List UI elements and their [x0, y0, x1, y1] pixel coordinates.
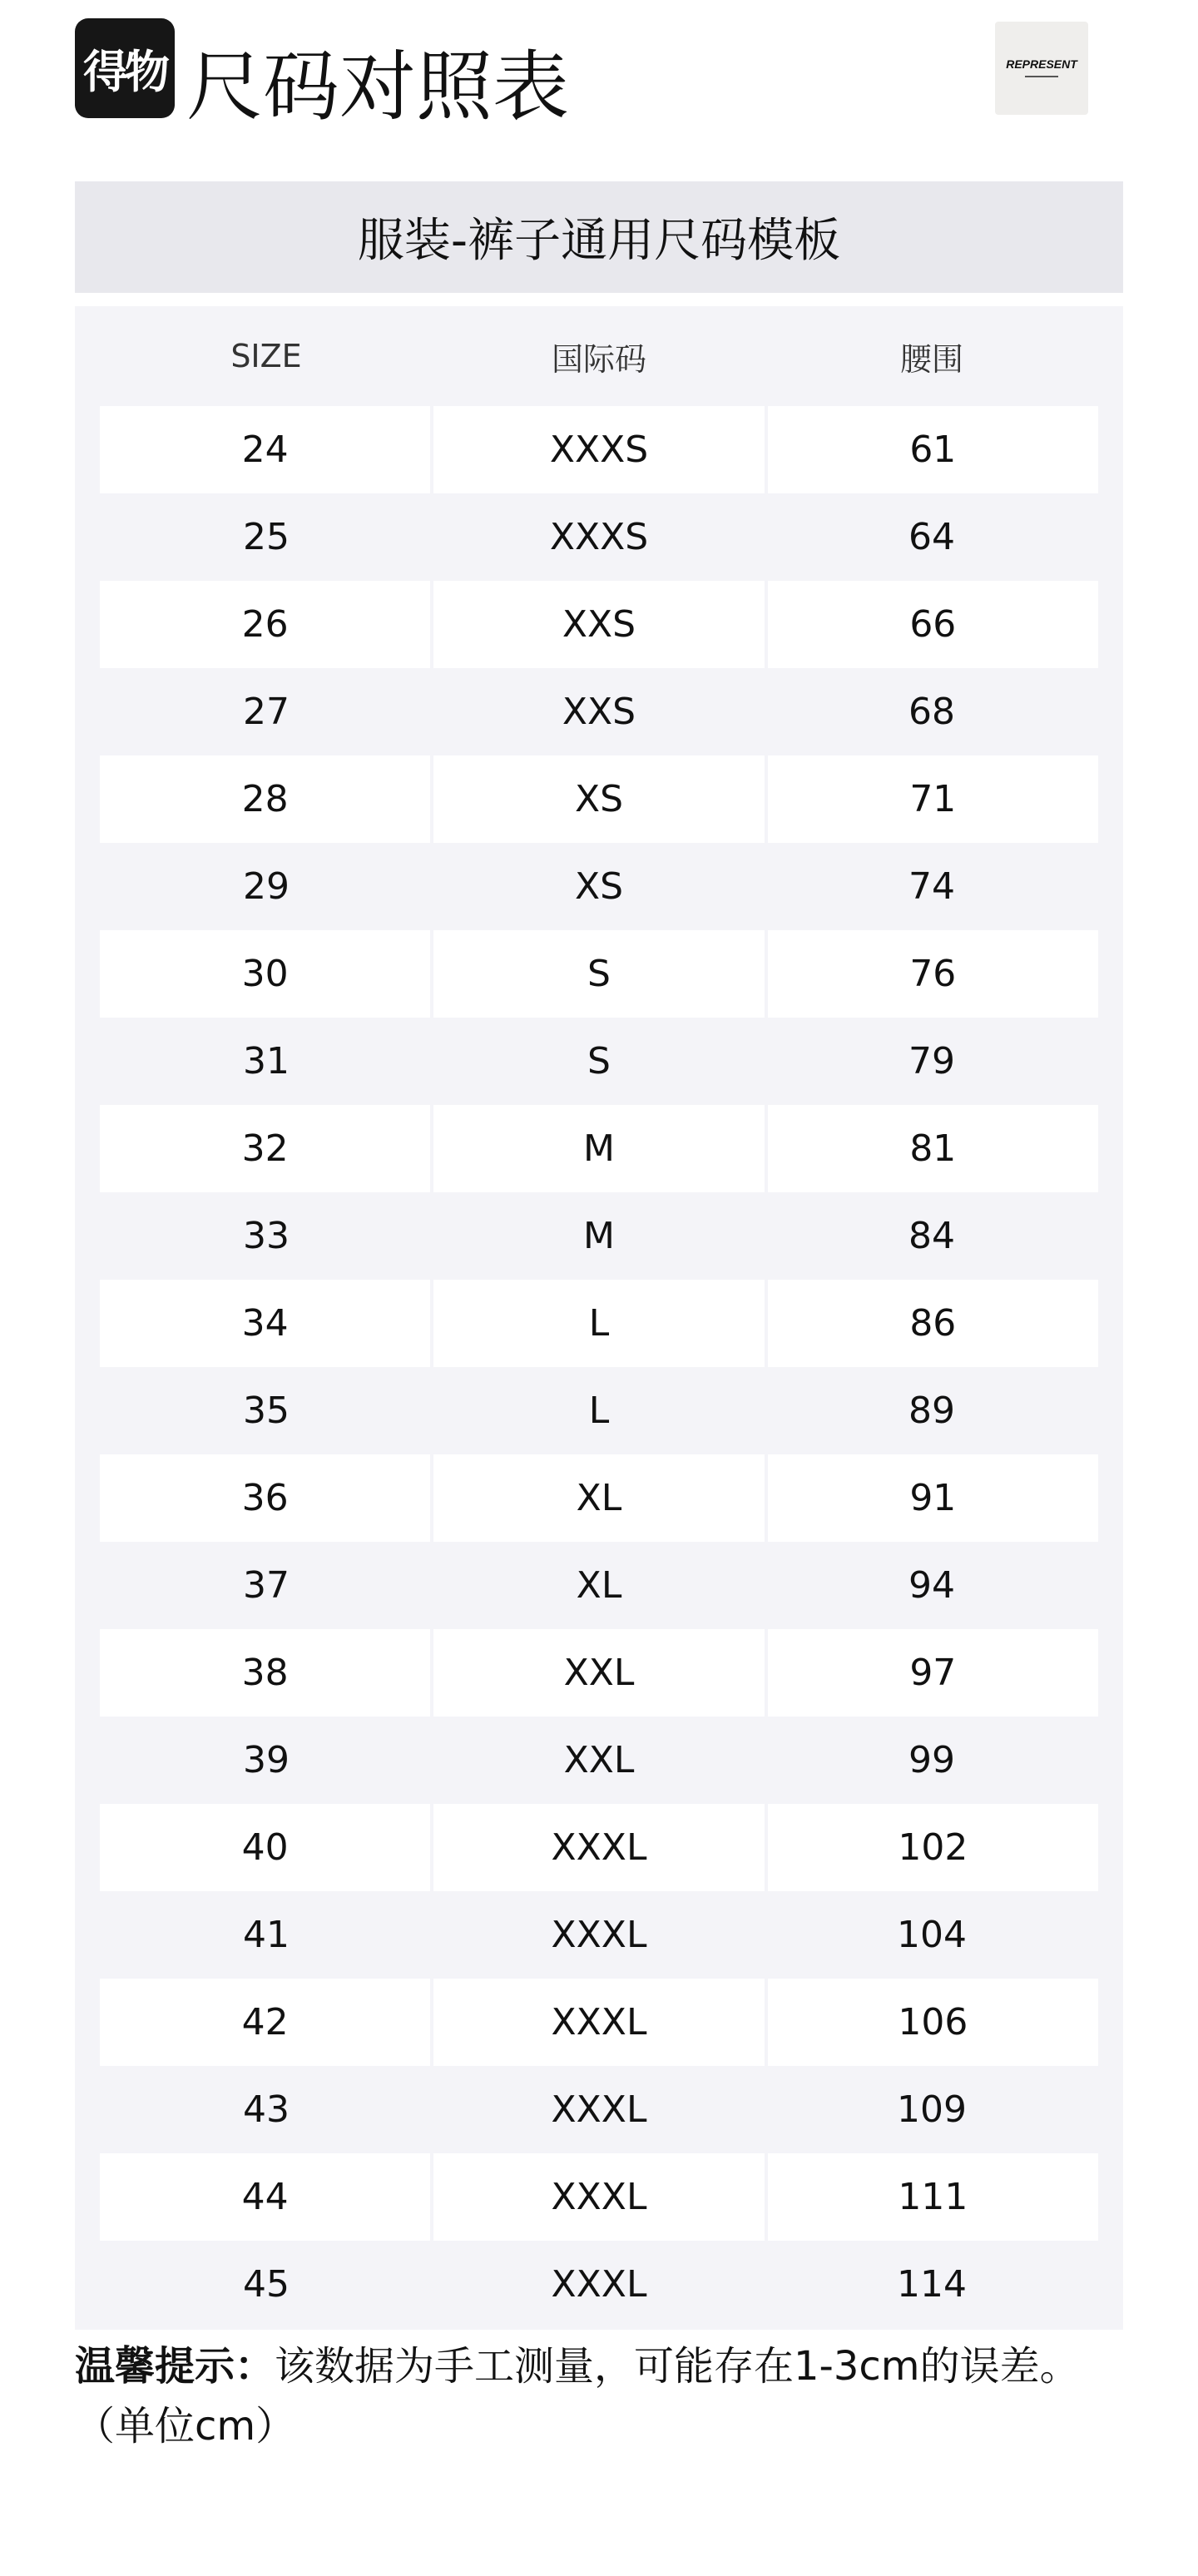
- table-row: [100, 581, 1098, 668]
- table-row: [100, 1105, 1098, 1192]
- cell-waist: 91: [765, 1454, 1098, 1542]
- cell-waist: 76: [765, 930, 1098, 1018]
- table-row: [100, 493, 1098, 581]
- table-row: [100, 843, 1098, 930]
- cell-size: 24: [100, 406, 430, 493]
- table-row: [100, 1018, 1098, 1105]
- header: [0, 0, 1198, 166]
- cell-international-size: M: [583, 1215, 615, 1257]
- cell-size: 37: [243, 1564, 290, 1607]
- cell-waist: 111: [765, 2153, 1098, 2241]
- cell-international-size: L: [430, 1280, 764, 1367]
- cell-international-size: XXXL: [551, 2088, 647, 2131]
- template-title: 服装-裤子通用尺码模板: [75, 181, 1123, 293]
- table-row: [100, 1542, 1098, 1629]
- cell-size: 32: [100, 1105, 430, 1192]
- table-row: [100, 406, 1098, 493]
- cell-waist: 97: [765, 1629, 1098, 1717]
- cell-size: 45: [243, 2263, 290, 2306]
- notice-label: 温馨提示：: [75, 2343, 275, 2390]
- brand-logo: [995, 22, 1088, 115]
- cell-international-size: XXXL: [430, 1979, 764, 2066]
- table-row: [100, 2153, 1098, 2241]
- table-row: [100, 1454, 1098, 1542]
- cell-waist: 81: [765, 1105, 1098, 1192]
- cell-international-size: XL: [576, 1564, 622, 1607]
- cell-international-size: M: [430, 1105, 764, 1192]
- cell-waist: 71: [765, 755, 1098, 843]
- cell-waist: 84: [908, 1215, 955, 1257]
- cell-size: 41: [243, 1914, 290, 1956]
- column-header-waist: 腰围: [899, 340, 963, 378]
- column-header-international-size: 国际码: [551, 340, 646, 378]
- cell-waist: 99: [908, 1739, 955, 1781]
- cell-size: 25: [243, 516, 290, 558]
- cell-international-size: XL: [430, 1454, 764, 1542]
- cell-waist: 109: [897, 2088, 967, 2131]
- cell-waist: 104: [897, 1914, 967, 1956]
- cell-waist: 61: [765, 406, 1098, 493]
- notice: [75, 2336, 1156, 2396]
- column-header-size: SIZE: [230, 338, 302, 374]
- cell-international-size: L: [588, 1390, 610, 1432]
- cell-international-size: XXXL: [551, 1914, 647, 1956]
- cell-international-size: XXXL: [430, 2153, 764, 2241]
- cell-international-size: XXXL: [430, 1804, 764, 1891]
- cell-waist: 102: [765, 1804, 1098, 1891]
- brand-name: REPRESENT: [1006, 57, 1077, 71]
- cell-waist: 79: [908, 1040, 955, 1082]
- cell-size: 28: [100, 755, 430, 843]
- table-row: [100, 930, 1098, 1018]
- table-body: [100, 406, 1098, 2328]
- cell-size: 29: [243, 865, 290, 908]
- app-logo: [75, 18, 175, 118]
- cell-size: 42: [100, 1979, 430, 2066]
- cell-size: 35: [243, 1390, 290, 1432]
- cell-size: 31: [243, 1040, 290, 1082]
- cell-size: 40: [100, 1804, 430, 1891]
- table-row: [100, 2241, 1098, 2328]
- cell-international-size: S: [430, 930, 764, 1018]
- cell-waist: 66: [765, 581, 1098, 668]
- brand-wordmark-icon: [1025, 74, 1058, 79]
- cell-size: 27: [243, 691, 290, 733]
- cell-size: 34: [100, 1280, 430, 1367]
- table-row: [100, 1979, 1098, 2066]
- table-row: [100, 1367, 1098, 1454]
- cell-size: 43: [243, 2088, 290, 2131]
- cell-international-size: XXS: [562, 691, 636, 733]
- table-row: [100, 1192, 1098, 1280]
- cell-waist: 114: [897, 2263, 967, 2306]
- cell-size: 26: [100, 581, 430, 668]
- cell-international-size: XXL: [430, 1629, 764, 1717]
- notice-text: 该数据为手工测量，可能存在1-3cm的误差。: [275, 2343, 1080, 2390]
- table-row: [100, 1717, 1098, 1804]
- cell-international-size: S: [587, 1040, 611, 1082]
- table-row: [100, 2066, 1098, 2153]
- table-row: [100, 755, 1098, 843]
- cell-international-size: XS: [430, 755, 764, 843]
- cell-waist: 89: [908, 1390, 955, 1432]
- cell-size: 33: [243, 1215, 290, 1257]
- notice-unit: （单位cm）: [75, 2403, 296, 2450]
- cell-size: 30: [100, 930, 430, 1018]
- table-header-row: [100, 306, 1098, 406]
- cell-waist: 86: [765, 1280, 1098, 1367]
- cell-international-size: XS: [574, 865, 624, 908]
- cell-international-size: XXXS: [549, 516, 649, 558]
- cell-waist: 74: [908, 865, 955, 908]
- cell-waist: 106: [765, 1979, 1098, 2066]
- cell-international-size: XXXS: [430, 406, 764, 493]
- cell-size: 36: [100, 1454, 430, 1542]
- table-row: [100, 668, 1098, 755]
- cell-international-size: XXXL: [551, 2263, 647, 2306]
- cell-international-size: XXL: [563, 1739, 635, 1781]
- cell-waist: 64: [908, 516, 955, 558]
- cell-size: 39: [243, 1739, 290, 1781]
- cell-waist: 94: [908, 1564, 955, 1607]
- page-title: 尺码对照表: [186, 42, 570, 131]
- app-logo-text: 得物: [83, 45, 166, 98]
- cell-waist: 68: [908, 691, 955, 733]
- size-table: [75, 306, 1123, 2330]
- cell-size: 44: [100, 2153, 430, 2241]
- table-row: [100, 1629, 1098, 1717]
- table-row: [100, 1891, 1098, 1979]
- cell-international-size: XXS: [430, 581, 764, 668]
- table-row: [100, 1280, 1098, 1367]
- table-row: [100, 1804, 1098, 1891]
- cell-size: 38: [100, 1629, 430, 1717]
